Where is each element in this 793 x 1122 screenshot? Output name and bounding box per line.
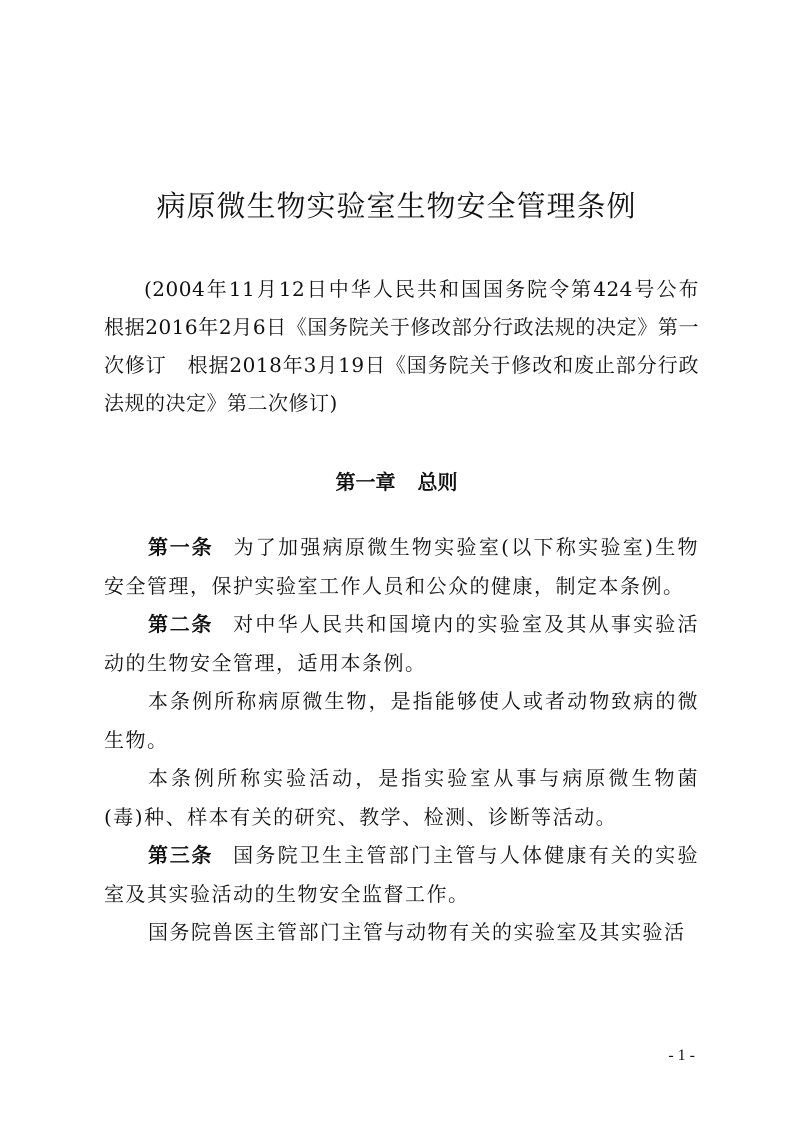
paragraph <box>104 759 699 836</box>
chapter-heading <box>0 466 793 495</box>
paragraph-text: 国务院卫生主管部门主管与人体健康有关的实验室及其实验活动的生物安全监督工作。 <box>104 843 700 906</box>
article-number: 第二条 <box>148 612 214 636</box>
page-number: - 1 - <box>668 1047 695 1064</box>
document-preamble: (2004年11月12日中华人民共和国国务院令第424号公布 根据2016年2月6日《国务院关于修改部分行政法规的决定》第一次修订 根据2018年3月19日《国务院关于修改和废止部分行政法规的决定》第二次修订) <box>104 277 720 415</box>
article-number: 第三条 <box>148 843 214 867</box>
article-body <box>104 528 699 952</box>
paragraph <box>104 913 699 952</box>
chapter-name: 总则 <box>417 470 458 494</box>
paragraph <box>104 836 699 913</box>
paragraph-text: 本条例所称实验活动，是指实验室从事与病原微生物菌(毒)种、样本有关的研究、教学、检测、诊断等活动。 <box>104 766 699 829</box>
document-title: 病原微生物实验室生物安全管理条例 <box>156 189 637 223</box>
paragraph <box>104 682 699 759</box>
paragraph-text: 国务院兽医主管部门主管与动物有关的实验室及其实验活 <box>148 920 686 944</box>
paragraph <box>104 528 699 605</box>
article-number: 第一条 <box>148 535 214 559</box>
paragraph-text: 为了加强病原微生物实验室(以下称实验室)生物安全管理，保护实验室工作人员和公众的健康，制定本条例。 <box>104 535 700 598</box>
paragraph-text: 对中华人民共和国境内的实验室及其从事实验活动的生物安全管理，适用本条例。 <box>104 612 700 675</box>
paragraph-text: 本条例所称病原微生物，是指能够使人或者动物致病的微生物。 <box>104 689 699 752</box>
paragraph <box>104 605 699 682</box>
chapter-number: 第一章 <box>335 470 396 494</box>
